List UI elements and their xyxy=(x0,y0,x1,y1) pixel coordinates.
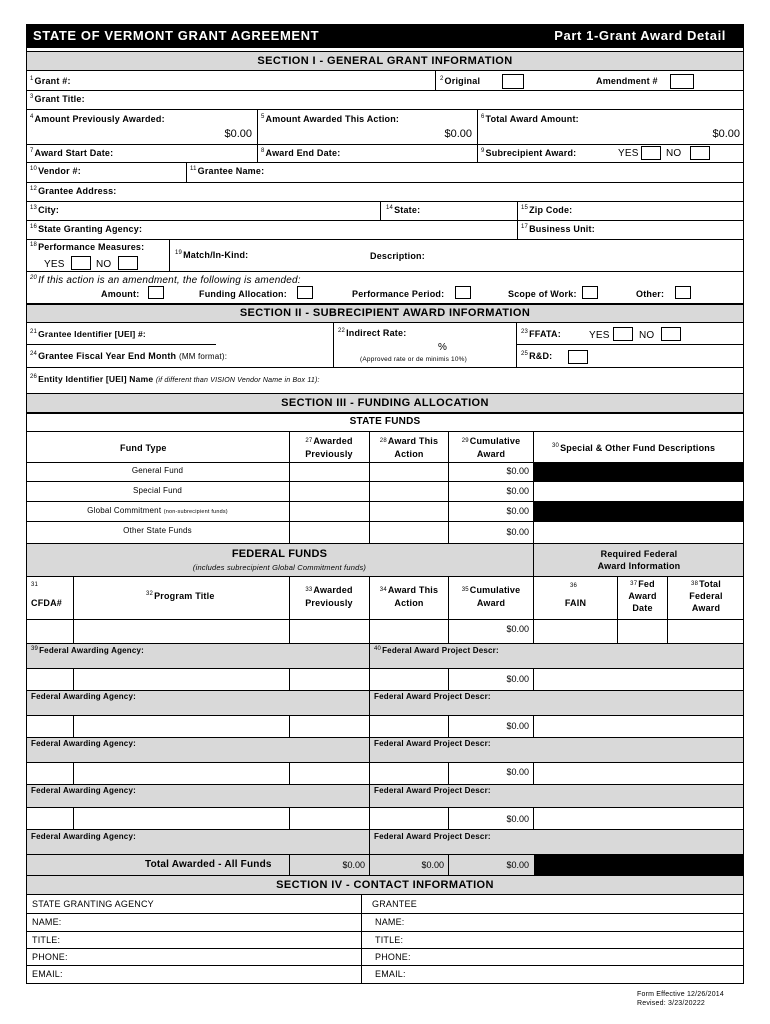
fed-row-value: $0.00 xyxy=(506,767,529,777)
fain-number: 36 xyxy=(570,583,578,589)
awarded-previously-header: $^{27}$Awarded Previously xyxy=(305,436,353,459)
total-prev-value: $0.00 xyxy=(342,860,365,870)
rd-checkbox[interactable] xyxy=(568,350,588,364)
header-bar xyxy=(26,24,744,47)
subrecipient-no-label: NO xyxy=(666,148,682,159)
state-title-label: TITLE: xyxy=(32,935,61,945)
state-email-label: EMAIL: xyxy=(32,969,63,979)
grant-number-label: $^1$Grant #: xyxy=(30,76,71,86)
end-date-label: $^8$Award End Date: xyxy=(261,148,341,158)
performance-measures-label: $^{18}$Performance Measures: xyxy=(30,242,145,252)
state-funds-title: STATE FUNDS xyxy=(349,416,421,427)
perf-yes-checkbox[interactable] xyxy=(71,256,91,270)
total-action-value: $0.00 xyxy=(421,860,444,870)
federal-descr-label: Federal Award Project Descr: xyxy=(374,832,491,841)
federal-agency-label: Federal Awarding Agency: xyxy=(31,832,136,841)
indirect-rate-label: $^{22}$Indirect Rate: xyxy=(338,328,407,338)
grantee-email-label: EMAIL: xyxy=(375,969,406,979)
amount-previously-value: $0.00 xyxy=(224,128,252,140)
state-phone-label: PHONE: xyxy=(32,952,68,962)
ffata-no-checkbox[interactable] xyxy=(661,327,681,341)
fund-row-value: $0.00 xyxy=(506,466,529,476)
grantee-title-label: TITLE: xyxy=(375,935,404,945)
fed-row-value: $0.00 xyxy=(506,624,529,634)
uei-label: $^{21}$Grantee Identifier [UEI] #: xyxy=(30,329,146,339)
federal-agency-label: Federal Awarding Agency: xyxy=(31,786,136,795)
amend-scope-label: Scope of Work: xyxy=(508,289,577,299)
amendment-label: Amendment # xyxy=(596,76,658,86)
grantee-name-label: $^{11}$Grantee Name: xyxy=(190,166,265,176)
special-fund-desc-header: $^{30}$Special & Other Fund Descriptions xyxy=(552,443,716,453)
amend-amount-checkbox[interactable] xyxy=(148,286,164,299)
federal-descr-label: Federal Award Project Descr: xyxy=(374,739,491,748)
total-award-value: $0.00 xyxy=(712,128,740,140)
original-checkbox[interactable] xyxy=(502,74,524,89)
perf-no-checkbox[interactable] xyxy=(118,256,138,270)
amend-amount-label: Amount: xyxy=(101,289,140,299)
subrecipient-no-checkbox[interactable] xyxy=(690,146,710,160)
fund-row-label: Global Commitment (non-subrecipient funds) xyxy=(87,506,228,515)
fed-awarded-previously-header: $^{33}$Awarded Previously xyxy=(305,585,353,608)
form-revised-date: Revised: 3/23/20222 xyxy=(637,1000,706,1007)
federal-descr-label: Federal Award Project Descr: xyxy=(374,786,491,795)
city-label: $^{13}$City: xyxy=(30,205,60,215)
fain-header: FAIN xyxy=(564,598,587,608)
fiscal-year-label: $^{24}$Grantee Fiscal Year End Month (MM format): xyxy=(30,351,228,361)
fed-award-action-header: $^{34}$Award This Action xyxy=(379,585,439,608)
start-date-label: $^7$Award Start Date: xyxy=(30,148,114,158)
subrecipient-yes-label: YES xyxy=(618,148,639,159)
amend-period-checkbox[interactable] xyxy=(455,286,471,299)
federal-descr-label: Federal Award Project Descr: xyxy=(374,692,491,701)
amend-funding-checkbox[interactable] xyxy=(297,286,313,299)
total-federal-header: $^{38}$Total Federal Award xyxy=(689,579,723,613)
federal-descr-label: $^{40}$Federal Award Project Descr: xyxy=(374,646,499,655)
ffata-yes-checkbox[interactable] xyxy=(613,327,633,341)
fund-row-value: $0.00 xyxy=(506,486,529,496)
cumulative-award-header: $^{29}$Cumulative Award xyxy=(461,436,521,459)
section-1-title: SECTION I - GENERAL GRANT INFORMATION xyxy=(26,51,744,71)
form-title: STATE OF VERMONT GRANT AGREEMENT xyxy=(33,28,320,43)
fund-row-label: Special Fund xyxy=(132,486,183,495)
fund-type-header: Fund Type xyxy=(120,443,167,453)
fund-row-value: $0.00 xyxy=(506,527,529,537)
state-label: $^{14}$State: xyxy=(386,205,421,215)
form-effective-date: Form Effective 12/26/2014 xyxy=(637,991,724,998)
award-this-action-header: $^{28}$Award This Action xyxy=(379,436,439,459)
state-granting-agency-label: $^{16}$State Granting Agency: xyxy=(30,224,143,234)
federal-funds-title: FEDERAL FUNDS xyxy=(231,548,328,560)
grantee-address-label: $^{12}$Grantee Address: xyxy=(30,186,117,196)
grantee-header: GRANTEE xyxy=(372,899,417,909)
grantee-phone-label: PHONE: xyxy=(375,952,411,962)
total-all-funds-label: Total Awarded - All Funds xyxy=(145,859,272,870)
match-label: $^{19}$Match/In-Kind: xyxy=(175,250,249,260)
amount-action-value: $0.00 xyxy=(444,128,472,140)
amendment-number-field[interactable] xyxy=(670,74,694,89)
amend-other-checkbox[interactable] xyxy=(675,286,691,299)
description-label: Description: xyxy=(370,251,425,261)
fed-row-value: $0.00 xyxy=(506,814,529,824)
percent-sign: % xyxy=(438,342,448,353)
federal-agency-label: Federal Awarding Agency: xyxy=(31,692,136,701)
entity-name-label: $^{26}$Entity Identifier [UEI] Name (if different than VISION Vendor Name in Box 11): xyxy=(30,374,320,384)
fund-row-value: $0.00 xyxy=(506,506,529,516)
fed-cumulative-header: $^{35}$Cumulative Award xyxy=(461,585,521,608)
zip-label: $^{15}$Zip Code: xyxy=(521,205,573,215)
total-award-label: $^6$Total Award Amount: xyxy=(481,114,579,124)
ffata-no-label: NO xyxy=(639,330,655,341)
grantee-name-field-label: NAME: xyxy=(375,917,405,927)
state-name-label: NAME: xyxy=(32,917,62,927)
program-title-header: $^{32}$Program Title xyxy=(146,591,215,601)
cfda-number: 31 xyxy=(31,582,39,588)
fed-row-value: $0.00 xyxy=(506,674,529,684)
ffata-yes-label: YES xyxy=(589,330,610,341)
cfda-header: CFDA# xyxy=(31,598,63,608)
perf-yes-label: YES xyxy=(44,259,65,270)
original-label: $^2$Original xyxy=(440,76,481,86)
part-title: Part 1-Grant Award Detail xyxy=(554,28,726,43)
rd-label: $^{25}$R&D: xyxy=(521,351,553,361)
perf-no-label: NO xyxy=(96,259,112,270)
section-2-title: SECTION II - SUBRECIPIENT AWARD INFORMATION xyxy=(26,304,744,323)
section-4-title: SECTION IV - CONTACT INFORMATION xyxy=(26,875,744,895)
amount-action-label: $^5$Amount Awarded This Action: xyxy=(261,114,400,124)
fund-row-label: Other State Funds xyxy=(123,526,192,535)
business-unit-label: $^{17}$Business Unit: xyxy=(521,224,595,234)
section-3-title: SECTION III - FUNDING ALLOCATION xyxy=(26,393,744,413)
subrecipient-yes-checkbox[interactable] xyxy=(641,146,661,160)
vendor-label: $^{10}$Vendor #: xyxy=(30,166,81,176)
subrecipient-award-label: $^9$Subrecipient Award: xyxy=(481,148,577,158)
amend-other-label: Other: xyxy=(636,289,665,299)
ffata-label: $^{23}$FFATA: xyxy=(521,329,561,339)
federal-agency-label: Federal Awarding Agency: xyxy=(31,739,136,748)
fed-row-value: $0.00 xyxy=(506,721,529,731)
amendment-note: $^{20}$If this action is an amendment, the following is amended: xyxy=(30,275,301,286)
fed-award-date-header: $^{37}$Fed Award Date xyxy=(628,579,657,613)
fund-row-label: General Fund xyxy=(131,466,184,475)
total-cumulative-value: $0.00 xyxy=(506,860,529,870)
federal-funds-subtitle: (includes subrecipient Global Commitment funds) xyxy=(192,563,367,572)
grant-title-label: $^3$Grant Title: xyxy=(30,94,85,104)
amend-period-label: Performance Period: xyxy=(352,289,445,299)
amend-scope-checkbox[interactable] xyxy=(582,286,598,299)
state-agency-header: STATE GRANTING AGENCY xyxy=(32,899,154,909)
amount-previously-label: $^4$Amount Previously Awarded: xyxy=(30,114,165,124)
required-federal-header: Required Federal Award Information xyxy=(597,549,681,571)
approved-rate-note: (Approved rate or de minimis 10%) xyxy=(360,356,468,363)
amend-funding-label: Funding Allocation: xyxy=(199,289,287,299)
federal-agency-label: $^{39}$Federal Awarding Agency: xyxy=(31,646,145,655)
